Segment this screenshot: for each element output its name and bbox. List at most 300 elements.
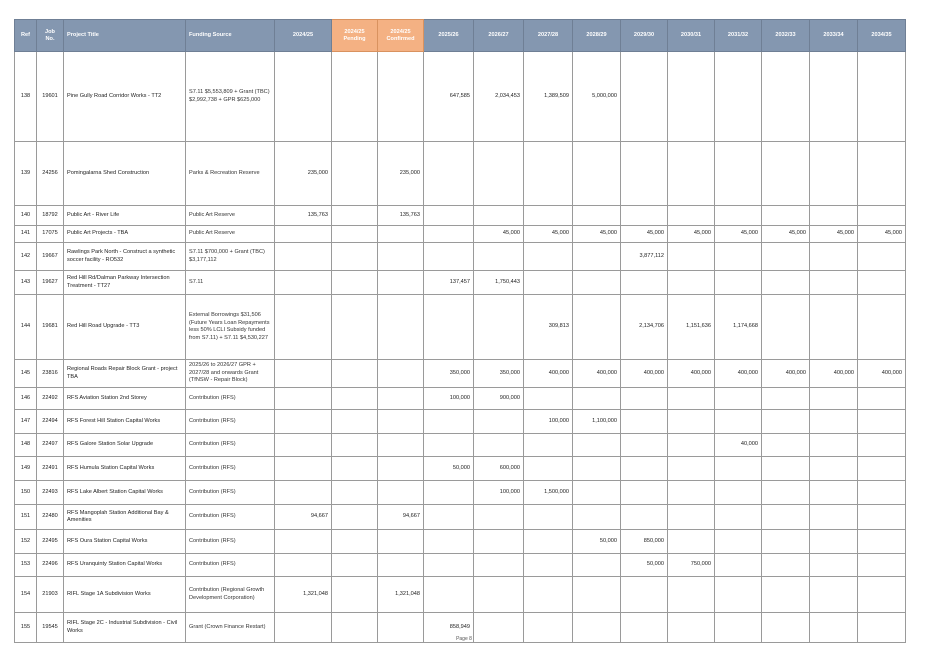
project-title-cell: RFS Oura Station Capital Works	[64, 530, 186, 554]
header-2031-32: 2031/32	[715, 20, 762, 52]
cell-2024-25	[275, 226, 332, 243]
table-row	[15, 434, 906, 457]
page-number: Page 8	[456, 636, 472, 642]
cell-2028-29	[573, 505, 621, 530]
cell-2034-35	[858, 457, 906, 481]
job-no-cell: 23816	[37, 360, 64, 388]
cell-2031-32	[715, 410, 762, 434]
cell-2026-27: 45,000	[474, 226, 524, 243]
cell-2028-29: 1,100,000	[573, 410, 621, 434]
cell-2024-25	[275, 360, 332, 388]
cell-2027-28	[524, 554, 573, 577]
cell-2024-25-pending	[332, 554, 378, 577]
cell-2026-27	[474, 142, 524, 206]
cell-2030-31: 1,151,636	[668, 295, 715, 360]
ref-cell: 150	[15, 481, 37, 505]
ref-cell: 145	[15, 360, 37, 388]
job-no-cell: 19627	[37, 271, 64, 295]
cell-2024-25-pending	[332, 388, 378, 410]
cell-2033-34	[810, 142, 858, 206]
cell-2024-25-confirmed: 94,667	[378, 505, 424, 530]
cell-2024-25-confirmed	[378, 554, 424, 577]
cell-2025-26	[424, 434, 474, 457]
cell-2030-31: 400,000	[668, 360, 715, 388]
job-no-cell: 18792	[37, 206, 64, 226]
table-row	[15, 226, 906, 243]
cell-2034-35	[858, 505, 906, 530]
project-title-cell: Red Hill Road Upgrade - TT3	[64, 295, 186, 360]
cell-2030-31	[668, 434, 715, 457]
cell-2033-34	[810, 577, 858, 613]
ref-cell: 153	[15, 554, 37, 577]
cell-2034-35	[858, 206, 906, 226]
job-no-cell: 22480	[37, 505, 64, 530]
cell-2029-30	[621, 481, 668, 505]
funding-source-cell: S7.11 $700,000 + Grant (TBC) $3,177,112	[186, 243, 275, 271]
cell-2024-25-pending	[332, 142, 378, 206]
cell-2024-25	[275, 410, 332, 434]
project-title-cell: RIFL Stage 1A Subdivision Works	[64, 577, 186, 613]
cell-2033-34: 400,000	[810, 360, 858, 388]
cell-2026-27	[474, 530, 524, 554]
ref-cell: 148	[15, 434, 37, 457]
job-no-cell: 22494	[37, 410, 64, 434]
cell-2024-25-confirmed	[378, 360, 424, 388]
header-2033-34: 2033/34	[810, 20, 858, 52]
cell-2031-32	[715, 142, 762, 206]
funding-source-cell: S7.11 $5,553,809 + Grant (TBC) $2,992,738 + GPR $625,000	[186, 52, 275, 142]
ref-cell: 138	[15, 52, 37, 142]
cell-2026-27	[474, 505, 524, 530]
cell-2024-25-pending	[332, 505, 378, 530]
cell-2030-31	[668, 243, 715, 271]
header-funding-source: Funding Source	[186, 20, 275, 52]
cell-2024-25-pending	[332, 295, 378, 360]
cell-2034-35	[858, 295, 906, 360]
cell-2024-25-confirmed	[378, 434, 424, 457]
cell-2033-34: 45,000	[810, 226, 858, 243]
cell-2024-25	[275, 457, 332, 481]
cell-2028-29	[573, 554, 621, 577]
ref-cell: 151	[15, 505, 37, 530]
project-title-cell: RFS Uranquinty Station Capital Works	[64, 554, 186, 577]
header-2032-33: 2032/33	[762, 20, 810, 52]
cell-2025-26: 137,457	[424, 271, 474, 295]
job-no-cell: 22493	[37, 481, 64, 505]
ref-cell: 144	[15, 295, 37, 360]
funding-source-cell: Contribution (RFS)	[186, 530, 275, 554]
cell-2030-31	[668, 577, 715, 613]
cell-2027-28	[524, 142, 573, 206]
cell-2026-27	[474, 434, 524, 457]
cell-2032-33: 400,000	[762, 360, 810, 388]
table-row	[15, 52, 906, 142]
project-title-cell: Pomingalarna Shed Construction	[64, 142, 186, 206]
project-title-cell: RFS Mangoplah Station Additional Bay & Amenities	[64, 505, 186, 530]
cell-2028-29	[573, 577, 621, 613]
funding-source-cell: Contribution (RFS)	[186, 554, 275, 577]
cell-2025-26: 858,949	[424, 613, 474, 643]
cell-2032-33: 45,000	[762, 226, 810, 243]
ref-cell: 141	[15, 226, 37, 243]
cell-2030-31	[668, 388, 715, 410]
cell-2034-35	[858, 388, 906, 410]
ref-cell: 154	[15, 577, 37, 613]
cell-2034-35	[858, 530, 906, 554]
cell-2033-34	[810, 52, 858, 142]
table-row	[15, 243, 906, 271]
cell-2024-25-confirmed	[378, 388, 424, 410]
cell-2024-25-confirmed	[378, 481, 424, 505]
cell-2027-28: 400,000	[524, 360, 573, 388]
cell-2026-27: 600,000	[474, 457, 524, 481]
cell-2032-33	[762, 52, 810, 142]
cell-2033-34	[810, 243, 858, 271]
header-2024-25-pending: 2024/25 Pending	[332, 20, 378, 52]
ref-cell: 142	[15, 243, 37, 271]
header-2024-25: 2024/25	[275, 20, 332, 52]
cell-2033-34	[810, 295, 858, 360]
cell-2031-32	[715, 530, 762, 554]
cell-2024-25-pending	[332, 271, 378, 295]
funding-source-cell: Contribution (RFS)	[186, 434, 275, 457]
project-title-cell: RIFL Stage 2C - Industrial Subdivision - Civil Works	[64, 613, 186, 643]
cell-2024-25-confirmed: 135,763	[378, 206, 424, 226]
cell-2034-35	[858, 410, 906, 434]
cell-2033-34	[810, 271, 858, 295]
cell-2026-27	[474, 206, 524, 226]
ref-cell: 152	[15, 530, 37, 554]
ref-cell: 139	[15, 142, 37, 206]
project-title-cell: RFS Humula Station Capital Works	[64, 457, 186, 481]
cell-2029-30	[621, 577, 668, 613]
cell-2024-25	[275, 388, 332, 410]
cell-2027-28: 1,500,000	[524, 481, 573, 505]
job-no-cell: 22491	[37, 457, 64, 481]
cell-2024-25: 135,763	[275, 206, 332, 226]
cell-2030-31	[668, 142, 715, 206]
cell-2024-25-confirmed	[378, 271, 424, 295]
header-2028-29: 2028/29	[573, 20, 621, 52]
cell-2024-25	[275, 295, 332, 360]
job-no-cell: 22495	[37, 530, 64, 554]
cell-2029-30: 2,134,706	[621, 295, 668, 360]
ref-cell: 146	[15, 388, 37, 410]
job-no-cell: 17075	[37, 226, 64, 243]
project-title-cell: RFS Aviation Station 2nd Storey	[64, 388, 186, 410]
header-2024-25-confirmed: 2024/25 Confirmed	[378, 20, 424, 52]
cell-2024-25-confirmed	[378, 457, 424, 481]
cell-2031-32: 1,174,668	[715, 295, 762, 360]
cell-2024-25-pending	[332, 434, 378, 457]
cell-2029-30	[621, 410, 668, 434]
cell-2032-33	[762, 295, 810, 360]
cell-2024-25	[275, 554, 332, 577]
cell-2025-26	[424, 226, 474, 243]
cell-2032-33	[762, 434, 810, 457]
cell-2028-29: 45,000	[573, 226, 621, 243]
header-job-no: Job No.	[37, 20, 64, 52]
cell-2027-28: 309,813	[524, 295, 573, 360]
cell-2031-32	[715, 457, 762, 481]
cell-2031-32	[715, 505, 762, 530]
cell-2028-29	[573, 481, 621, 505]
cell-2030-31	[668, 410, 715, 434]
cell-2024-25-confirmed: 1,321,048	[378, 577, 424, 613]
cell-2033-34	[810, 530, 858, 554]
cell-2032-33	[762, 206, 810, 226]
job-no-cell: 19601	[37, 52, 64, 142]
cell-2024-25-confirmed: 235,000	[378, 142, 424, 206]
cell-2034-35	[858, 554, 906, 577]
cell-2024-25-pending	[332, 226, 378, 243]
cell-2026-27: 1,750,443	[474, 271, 524, 295]
cell-2030-31	[668, 52, 715, 142]
table-row	[15, 554, 906, 577]
cell-2029-30	[621, 388, 668, 410]
table-row	[15, 206, 906, 226]
cell-2026-27	[474, 410, 524, 434]
cell-2028-29	[573, 434, 621, 457]
header-ref: Ref	[15, 20, 37, 52]
project-title-cell: RFS Lake Albert Station Capital Works	[64, 481, 186, 505]
table-row	[15, 271, 906, 295]
header-2030-31: 2030/31	[668, 20, 715, 52]
header-project-title: Project Title	[64, 20, 186, 52]
cell-2026-27	[474, 554, 524, 577]
cell-2031-32	[715, 481, 762, 505]
ref-cell: 143	[15, 271, 37, 295]
table-row	[15, 142, 906, 206]
table-row	[15, 410, 906, 434]
cell-2029-30	[621, 52, 668, 142]
project-title-cell: RFS Galore Station Solar Upgrade	[64, 434, 186, 457]
ref-cell: 147	[15, 410, 37, 434]
cell-2031-32	[715, 554, 762, 577]
cell-2024-25	[275, 434, 332, 457]
project-title-cell: RFS Forest Hill Station Capital Works	[64, 410, 186, 434]
cell-2033-34	[810, 206, 858, 226]
cell-2034-35	[858, 142, 906, 206]
cell-2030-31	[668, 530, 715, 554]
cell-2034-35	[858, 271, 906, 295]
cell-2024-25-pending	[332, 52, 378, 142]
table-row	[15, 481, 906, 505]
project-title-cell: Pine Gully Road Corridor Works - TT2	[64, 52, 186, 142]
cell-2024-25-confirmed	[378, 530, 424, 554]
cell-2034-35: 400,000	[858, 360, 906, 388]
cell-2032-33	[762, 388, 810, 410]
cell-2034-35	[858, 243, 906, 271]
cell-2034-35	[858, 434, 906, 457]
cell-2027-28: 45,000	[524, 226, 573, 243]
job-no-cell: 19667	[37, 243, 64, 271]
project-title-cell: Public Art Projects - TBA	[64, 226, 186, 243]
cell-2030-31: 750,000	[668, 554, 715, 577]
job-no-cell: 19681	[37, 295, 64, 360]
cell-2031-32: 40,000	[715, 434, 762, 457]
funding-source-cell: Contribution (RFS)	[186, 388, 275, 410]
cell-2029-30	[621, 142, 668, 206]
cell-2029-30	[621, 505, 668, 530]
funding-source-cell: 2025/26 to 2026/27 GPR + 2027/28 and onwards Grant (TfNSW - Repair Block)	[186, 360, 275, 388]
cell-2033-34	[810, 410, 858, 434]
cell-2026-27	[474, 243, 524, 271]
header-2025-26: 2025/26	[424, 20, 474, 52]
cell-2032-33	[762, 481, 810, 505]
cell-2024-25	[275, 481, 332, 505]
table-row	[15, 505, 906, 530]
cell-2028-29	[573, 206, 621, 226]
header-2029-30: 2029/30	[621, 20, 668, 52]
cell-2031-32	[715, 243, 762, 271]
cell-2032-33	[762, 530, 810, 554]
job-no-cell: 24256	[37, 142, 64, 206]
cell-2031-32	[715, 52, 762, 142]
cell-2026-27: 900,000	[474, 388, 524, 410]
cell-2024-25: 1,321,048	[275, 577, 332, 613]
cell-2029-30	[621, 457, 668, 481]
cell-2028-29	[573, 457, 621, 481]
funding-source-cell: External Borrowings $31,506 (Future Years Loan Repayments less 50% LCLI Subsidy funded from S7.11) + S7.11 $4,530,227	[186, 295, 275, 360]
cell-2025-26	[424, 142, 474, 206]
cell-2034-35: 45,000	[858, 226, 906, 243]
cell-2032-33	[762, 554, 810, 577]
cell-2030-31	[668, 271, 715, 295]
funding-source-cell: Contribution (RFS)	[186, 481, 275, 505]
cell-2029-30: 50,000	[621, 554, 668, 577]
job-no-cell: 19545	[37, 613, 64, 643]
cell-2024-25	[275, 271, 332, 295]
cell-2024-25-confirmed	[378, 52, 424, 142]
cell-2025-26	[424, 554, 474, 577]
project-title-cell: Public Art - River Life	[64, 206, 186, 226]
cell-2027-28: 100,000	[524, 410, 573, 434]
cell-2024-25-confirmed	[378, 243, 424, 271]
cell-2034-35	[858, 481, 906, 505]
cell-2025-26: 100,000	[424, 388, 474, 410]
header-row	[15, 20, 906, 52]
cell-2031-32	[715, 271, 762, 295]
cell-2025-26	[424, 206, 474, 226]
funding-source-cell: Contribution (RFS)	[186, 410, 275, 434]
project-title-cell: Regional Roads Repair Block Grant - project TBA	[64, 360, 186, 388]
cell-2025-26: 350,000	[424, 360, 474, 388]
header-2034-35: 2034/35	[858, 20, 906, 52]
cell-2033-34	[810, 388, 858, 410]
cell-2027-28	[524, 457, 573, 481]
project-title-cell: Rawlings Park North - Construct a synthetic soccer facility - RO532	[64, 243, 186, 271]
cell-2024-25	[275, 52, 332, 142]
table-row	[15, 360, 906, 388]
cell-2027-28	[524, 206, 573, 226]
cell-2025-26	[424, 481, 474, 505]
cell-2031-32: 400,000	[715, 360, 762, 388]
cell-2031-32	[715, 577, 762, 613]
cell-2024-25	[275, 530, 332, 554]
cell-2026-27: 100,000	[474, 481, 524, 505]
funding-source-cell: Public Art Reserve	[186, 226, 275, 243]
cell-2031-32: 45,000	[715, 226, 762, 243]
ref-cell: 140	[15, 206, 37, 226]
cell-2030-31	[668, 505, 715, 530]
cell-2027-28	[524, 271, 573, 295]
cell-2034-35	[858, 577, 906, 613]
cell-2024-25-pending	[332, 410, 378, 434]
cell-2026-27: 350,000	[474, 360, 524, 388]
cell-2027-28	[524, 388, 573, 410]
cell-2027-28	[524, 530, 573, 554]
cell-2024-25-confirmed	[378, 410, 424, 434]
cell-2032-33	[762, 577, 810, 613]
job-no-cell: 22496	[37, 554, 64, 577]
header-2026-27: 2026/27	[474, 20, 524, 52]
cell-2026-27: 2,034,453	[474, 52, 524, 142]
cell-2032-33	[762, 410, 810, 434]
cell-2028-29: 400,000	[573, 360, 621, 388]
cell-2024-25-confirmed	[378, 295, 424, 360]
cell-2031-32	[715, 388, 762, 410]
table-row	[15, 530, 906, 554]
cell-2024-25-pending	[332, 481, 378, 505]
cell-2028-29: 5,000,000	[573, 52, 621, 142]
cell-2029-30: 850,000	[621, 530, 668, 554]
cell-2029-30	[621, 206, 668, 226]
table-row	[15, 457, 906, 481]
cell-2025-26: 647,585	[424, 52, 474, 142]
cell-2026-27	[474, 295, 524, 360]
funding-source-cell: Contribution (RFS)	[186, 505, 275, 530]
cell-2034-35	[858, 52, 906, 142]
funding-source-cell: Parks & Recreation Reserve	[186, 142, 275, 206]
cell-2029-30	[621, 271, 668, 295]
cell-2024-25-confirmed	[378, 226, 424, 243]
cell-2028-29	[573, 142, 621, 206]
cell-2029-30	[621, 434, 668, 457]
cell-2032-33	[762, 457, 810, 481]
cell-2032-33	[762, 271, 810, 295]
cell-2027-28	[524, 505, 573, 530]
cell-2030-31: 45,000	[668, 226, 715, 243]
cell-2025-26	[424, 243, 474, 271]
cell-2033-34	[810, 434, 858, 457]
funding-source-cell: S7.11	[186, 271, 275, 295]
cell-2024-25: 94,667	[275, 505, 332, 530]
cell-2028-29	[573, 243, 621, 271]
cell-2029-30: 3,877,112	[621, 243, 668, 271]
cell-2024-25-pending	[332, 360, 378, 388]
table-row	[15, 388, 906, 410]
cell-2024-25-pending	[332, 206, 378, 226]
cell-2033-34	[810, 457, 858, 481]
funding-source-cell: Public Art Reserve	[186, 206, 275, 226]
cell-2024-25-pending	[332, 577, 378, 613]
cell-2031-32	[715, 206, 762, 226]
funding-source-cell: Contribution (RFS)	[186, 457, 275, 481]
cell-2033-34	[810, 481, 858, 505]
cell-2033-34	[810, 505, 858, 530]
cell-2027-28	[524, 434, 573, 457]
table-row	[15, 577, 906, 613]
funding-source-cell: Grant (Crown Finance Restart)	[186, 613, 275, 643]
cell-2024-25-pending	[332, 243, 378, 271]
job-no-cell: 21903	[37, 577, 64, 613]
cell-2032-33	[762, 142, 810, 206]
cell-2030-31	[668, 481, 715, 505]
funding-source-cell: Contribution (Regional Growth Development Corporation)	[186, 577, 275, 613]
capital-works-table	[14, 19, 906, 643]
cell-2027-28	[524, 243, 573, 271]
